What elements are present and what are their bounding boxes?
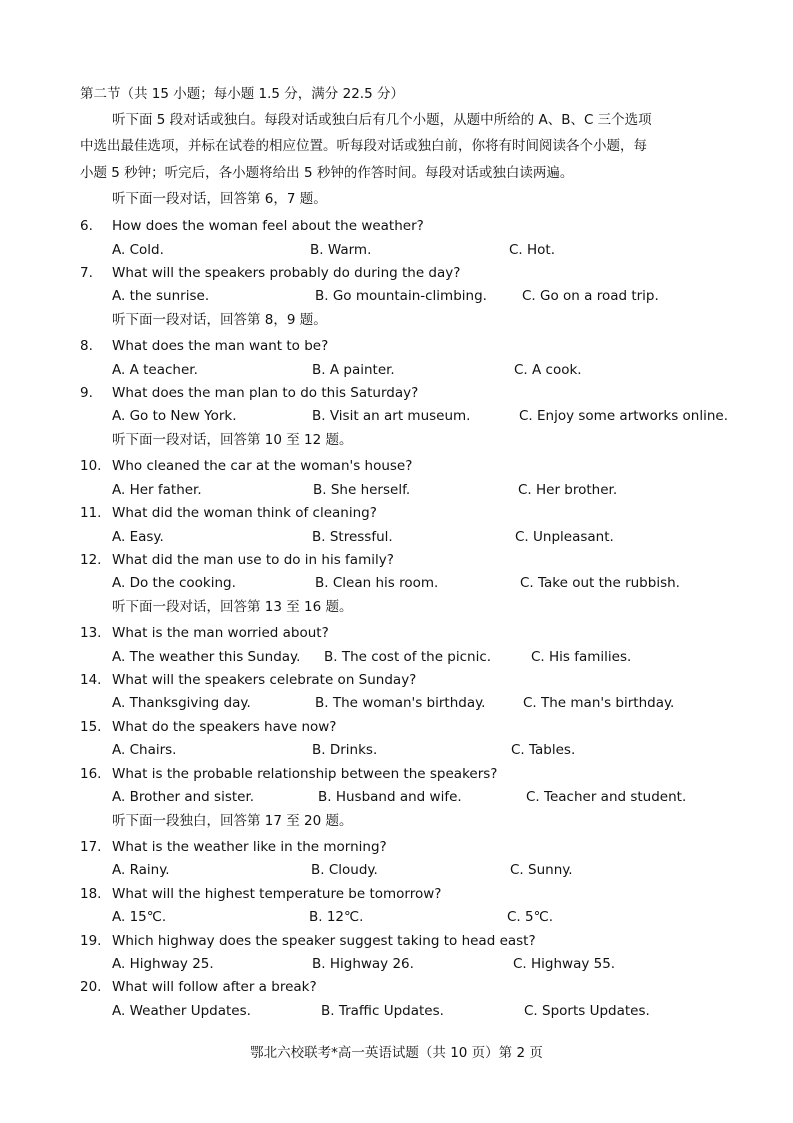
option-c: C. Tables. [511, 742, 576, 758]
option-b: B. Clean his room. [315, 575, 439, 591]
section-intro-line-3: 小题 5 秒钟；听完后，各小题将给出 5 秒钟的作答时间。每段对话或独白读两遍。 [80, 165, 574, 181]
question-number: 13. [80, 625, 102, 641]
option-a: A. Brother and sister. [112, 789, 255, 805]
option-c: C. Unpleasant. [515, 529, 614, 545]
section-intro-line-2: 中选出最佳选项，并标在试卷的相应位置。听每段对话或独白前，你将有时间阅读各个小题，每 [80, 138, 647, 154]
option-b: B. 12℃. [309, 909, 364, 925]
option-b: B. Warm. [310, 242, 372, 258]
question-6 [80, 217, 743, 235]
option-a: A. Thanksgiving day. [112, 695, 251, 711]
option-c: C. Go on a road trip. [522, 288, 659, 304]
question-text: What will the speakers celebrate on Sunday? [112, 672, 417, 688]
option-c: C. The man's birthday. [523, 695, 675, 711]
option-a: A. Her father. [112, 482, 202, 498]
option-b: B. Cloudy. [311, 862, 378, 878]
option-a: A. The weather this Sunday. [112, 649, 301, 665]
question-12 [80, 551, 743, 569]
question-18 [80, 885, 743, 903]
question-8 [80, 337, 743, 355]
option-a: A. the sunrise. [112, 288, 210, 304]
question-text: What do the speakers have now? [112, 719, 337, 735]
option-a: A. Highway 25. [112, 956, 214, 972]
option-a: A. A teacher. [112, 362, 198, 378]
question-20 [80, 978, 743, 996]
option-b: B. Drinks. [312, 742, 378, 758]
question-text: What did the woman think of cleaning? [112, 505, 377, 521]
option-b: B. Traffic Updates. [321, 1003, 444, 1019]
option-c: C. Sports Updates. [524, 1003, 650, 1019]
question-text: What does the man want to be? [112, 338, 329, 354]
option-b: B. The woman's birthday. [315, 695, 486, 711]
option-b: B. She herself. [313, 482, 411, 498]
page-footer: 鄂北六校联考*高一英语试题（共 10 页）第 2 页 [250, 1045, 543, 1061]
question-number: 17. [80, 839, 102, 855]
option-a: A. Cold. [112, 242, 164, 258]
option-a: A. Chairs. [112, 742, 177, 758]
question-text: What does the man plan to do this Saturday? [112, 385, 419, 401]
option-b: B. Highway 26. [312, 956, 414, 972]
option-a: A. Rainy. [112, 862, 170, 878]
question-text: What will the speakers probably do during the day? [112, 265, 461, 281]
option-c: C. Sunny. [510, 862, 573, 878]
question-number: 15. [80, 719, 102, 735]
question-number: 20. [80, 979, 102, 995]
option-a: A. 15℃. [112, 909, 167, 925]
question-number: 12. [80, 552, 102, 568]
question-text: What did the man use to do in his family? [112, 552, 394, 568]
question-number: 18. [80, 886, 102, 902]
section-intro-line-1: 听下面 5 段对话或独白。每段对话或独白后有几个小题，从题中所给的 A、B、C 三个选项 [112, 112, 652, 128]
question-13 [80, 624, 743, 642]
option-c: C. His families. [531, 649, 632, 665]
question-number: 14. [80, 672, 102, 688]
question-text: How does the woman feel about the weather? [112, 218, 424, 234]
question-9 [80, 384, 743, 402]
option-c: C. Her brother. [518, 482, 618, 498]
option-b: B. A painter. [312, 362, 395, 378]
question-number: 8. [80, 338, 93, 354]
question-14 [80, 671, 743, 689]
question-text: What is the weather like in the morning? [112, 839, 387, 855]
option-b: B. Visit an art museum. [312, 408, 471, 424]
group-instruction: 听下面一段独白，回答第 17 至 20 题。 [112, 813, 353, 829]
section-title: 第二节（共 15 小题；每小题 1.5 分，满分 22.5 分） [80, 86, 404, 102]
question-text: What will follow after a break? [112, 979, 317, 995]
option-a: A. Weather Updates. [112, 1003, 251, 1019]
question-text: What is the probable relationship between the speakers? [112, 766, 498, 782]
question-7 [80, 264, 743, 282]
question-number: 9. [80, 385, 93, 401]
group-instruction: 听下面一段对话，回答第 10 至 12 题。 [112, 432, 353, 448]
option-c: C. Hot. [509, 242, 556, 258]
question-11 [80, 504, 743, 522]
question-text: Which highway does the speaker suggest taking to head east? [112, 933, 536, 949]
question-17 [80, 838, 743, 856]
option-c: C. 5℃. [507, 909, 554, 925]
question-number: 19. [80, 933, 102, 949]
question-number: 7. [80, 265, 93, 281]
option-c: C. Enjoy some artworks online. [519, 408, 729, 424]
question-text: What is the man worried about? [112, 625, 329, 641]
option-a: A. Easy. [112, 529, 164, 545]
option-c: C. A cook. [514, 362, 582, 378]
option-b: B. Stressful. [312, 529, 393, 545]
group-instruction: 听下面一段对话，回答第 6，7 题。 [112, 191, 327, 207]
option-c: C. Teacher and student. [526, 789, 687, 805]
group-instruction: 听下面一段对话，回答第 13 至 16 题。 [112, 599, 353, 615]
question-number: 10. [80, 458, 102, 474]
question-number: 16. [80, 766, 102, 782]
question-10 [80, 457, 743, 475]
question-text: What will the highest temperature be tomorrow? [112, 886, 442, 902]
question-16 [80, 765, 743, 783]
option-a: A. Do the cooking. [112, 575, 236, 591]
option-b: B. The cost of the picnic. [324, 649, 492, 665]
option-c: C. Highway 55. [513, 956, 616, 972]
question-15 [80, 718, 743, 736]
group-instruction: 听下面一段对话，回答第 8，9 题。 [112, 312, 327, 328]
question-19 [80, 932, 743, 950]
option-a: A. Go to New York. [112, 408, 237, 424]
option-b: B. Go mountain-climbing. [315, 288, 487, 304]
question-number: 11. [80, 505, 102, 521]
question-text: Who cleaned the car at the woman's house? [112, 458, 413, 474]
option-c: C. Take out the rubbish. [520, 575, 680, 591]
question-number: 6. [80, 218, 93, 234]
option-b: B. Husband and wife. [318, 789, 462, 805]
